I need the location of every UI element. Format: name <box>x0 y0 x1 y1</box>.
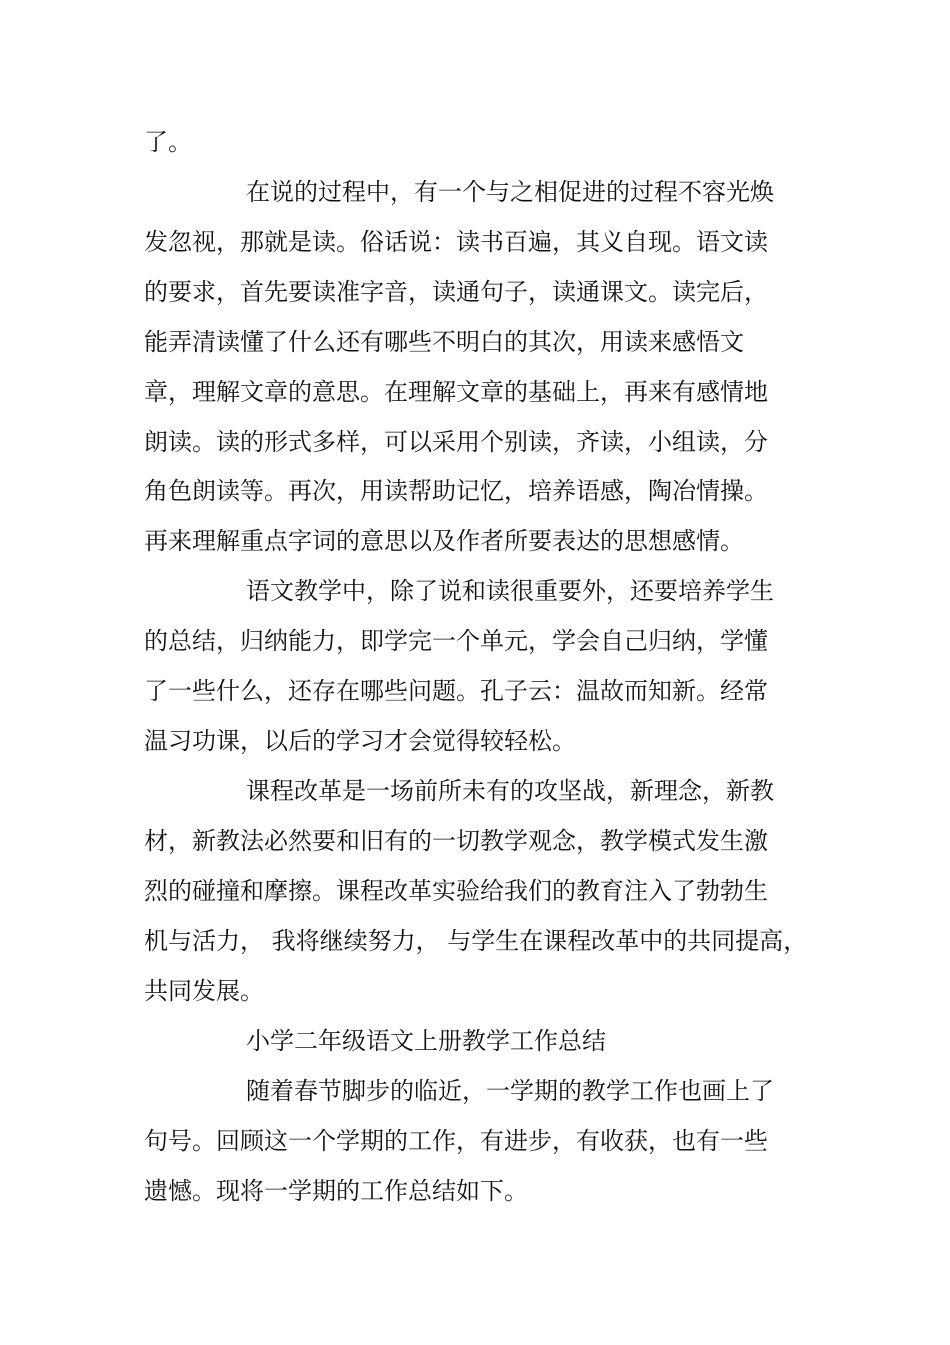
text-line: 发忽视，那就是读。俗话说：读书百遍，其义自现。语文读 <box>144 228 768 256</box>
text-line: 了。 <box>144 128 192 156</box>
text-line: 温习功课，以后的学习才会觉得较轻松。 <box>144 727 576 755</box>
text-line: 句号。回顾这一个学期的工作，有进步，有收获，也有一些 <box>144 1127 768 1155</box>
paragraph-start-line: 在说的过程中，有一个与之相促进的过程不容光焕 <box>246 178 774 206</box>
text-line: 角色朗读等。再次，用读帮助记忆，培养语感，陶冶情操。 <box>144 477 768 505</box>
text-line: 了一些什么，还存在哪些问题。孔子云：温故而知新。经常 <box>144 677 768 705</box>
text-line: 的总结，归纳能力，即学完一个单元，学会自己归纳，学懂 <box>144 627 768 655</box>
text-line: 章，理解文章的意思。在理解文章的基础上，再来有感情地 <box>144 378 768 406</box>
section-title: 小学二年级语文上册教学工作总结 <box>246 1027 606 1055</box>
text-line: 的要求，首先要读准字音，读通句子，读通课文。读完后， <box>144 278 768 306</box>
paragraph-start-line: 随着春节脚步的临近，一学期的教学工作也画上了 <box>246 1077 774 1105</box>
text-line: 烈的碰撞和摩擦。课程改革实验给我们的教育注入了勃勃生 <box>144 877 768 905</box>
text-line: 再来理解重点字词的意思以及作者所要表达的思想感情。 <box>144 527 744 555</box>
text-line: 能弄清读懂了什么还有哪些不明白的其次，用读来感悟文 <box>144 328 744 356</box>
text-line: 材，新教法必然要和旧有的一切教学观念，教学模式发生激 <box>144 827 768 855</box>
text-line: 共同发展。 <box>144 977 264 1005</box>
paragraph-start-line: 课程改革是一场前所未有的攻坚战，新理念，新教 <box>246 777 774 805</box>
text-line: 朗读。读的形式多样，可以采用个别读，齐读，小组读，分 <box>144 428 768 456</box>
text-line: 遗憾。现将一学期的工作总结如下。 <box>144 1177 528 1205</box>
text-line: 机与活力， 我将继续努力， 与学生在课程改革中的共同提高， <box>144 927 808 955</box>
paragraph-start-line: 语文教学中，除了说和读很重要外，还要培养学生 <box>246 577 774 605</box>
